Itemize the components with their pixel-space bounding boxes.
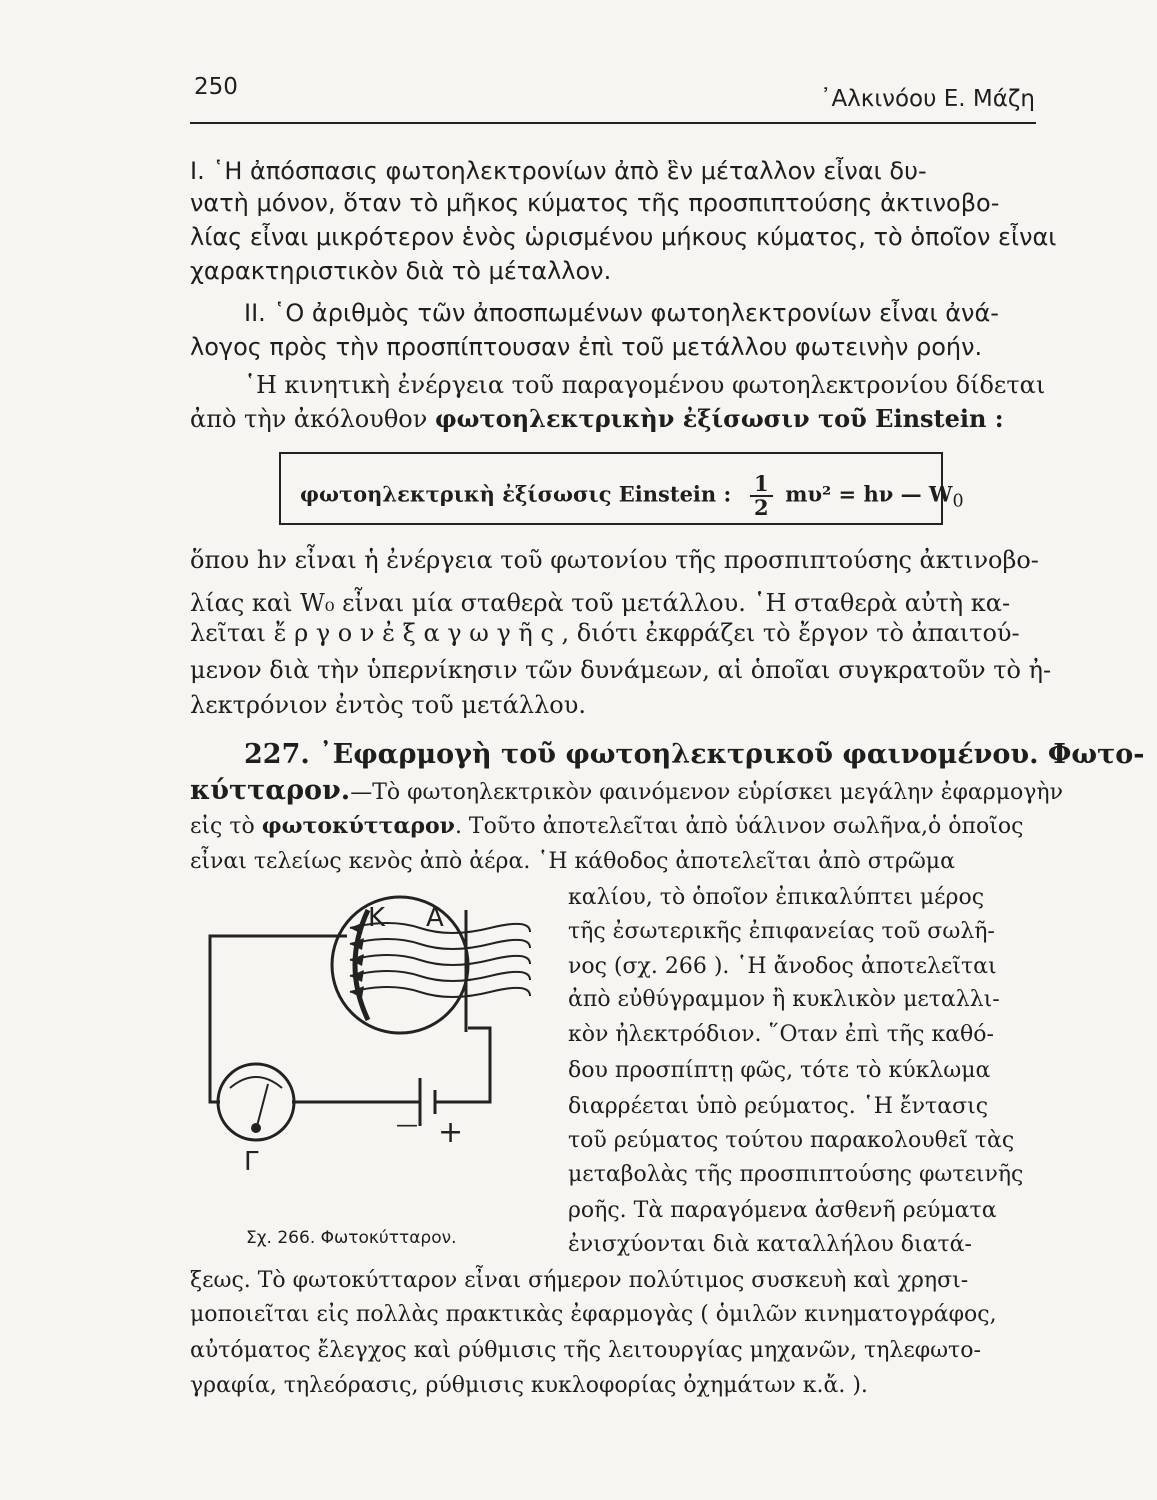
circuit-wire-right xyxy=(448,1028,490,1102)
header-rule xyxy=(190,122,1036,124)
label-anode: A xyxy=(426,903,444,933)
label-galvanometer: Γ xyxy=(244,1147,259,1177)
section-text: εἰς τὸ xyxy=(190,814,262,839)
circuit-wire-left xyxy=(210,936,347,1102)
section-heading-cont: κύτταρον. xyxy=(190,775,351,806)
label-cathode: K xyxy=(368,903,386,933)
battery-minus: — xyxy=(396,1113,418,1138)
para2-line: II. ῾Ο ἀριθμὸς τῶν ἀποσπωμένων φωτοηλεκτρονίων εἶναι ἀνά- xyxy=(244,299,999,327)
para3-line2 xyxy=(190,404,1004,434)
formula-label: φωτοηλεκτρικὴ ἐξίσωσις Einstein : xyxy=(300,481,732,507)
section-line xyxy=(190,776,1063,808)
side-text-line: κὸν ἠλεκτρόδιον. ῞Οταν ἐπὶ τῆς καθό- xyxy=(568,1022,994,1047)
formula-fraction xyxy=(750,473,773,519)
para1-line: I. ῾Η ἀπόσπασις φωτοηλεκτρονίων ἀπὸ ἓν μέταλλον εἶναι δυ- xyxy=(190,157,927,185)
para1-line: νατὴ μόνον, ὅταν τὸ μῆκος κύματος τῆς προσπιπτούσης ἀκτινοβο- xyxy=(190,189,1000,217)
section-heading: 227. ᾿Εφαρμογὴ τοῦ φωτοηλεκτρικοῦ φαινομένου. Φωτο- xyxy=(244,739,1145,770)
fraction-denominator: 2 xyxy=(753,495,769,520)
final-line: γραφία, τηλεόρασις, ρύθμισις κυκλοφορίας ὀχημάτων κ.ἄ. ). xyxy=(190,1373,868,1398)
light-ray xyxy=(350,987,530,997)
fraction-numerator: 1 xyxy=(750,473,773,497)
para4-line: μενον διὰ τὴν ὑπερνίκησιν τῶν δυνάμεων, αἱ ὁποῖαι συγκρατοῦν τὸ ἠ- xyxy=(190,656,1052,684)
final-line: ξεως. Τὸ φωτοκύτταρον εἶναι σήμερον πολύτιμος συσκευὴ καὶ χρησι- xyxy=(190,1268,969,1293)
light-ray xyxy=(350,939,530,949)
side-text-line: δου προσπίπτῃ φῶς, τότε τὸ κύκλωμα xyxy=(568,1058,991,1083)
figure-caption: Σχ. 266. Φωτοκύτταρον. xyxy=(246,1228,457,1248)
side-text-line: καλίου, τὸ ὁποῖον ἐπικαλύπτει μέρος xyxy=(568,885,985,910)
light-ray xyxy=(350,955,530,965)
einstein-formula xyxy=(300,473,964,519)
battery-plus: + xyxy=(438,1115,464,1150)
galvanometer-needle xyxy=(256,1084,268,1130)
section-line xyxy=(190,811,1023,842)
photocell-diagram xyxy=(190,870,550,1230)
section-line: εἶναι τελείως κενὸς ἀπὸ ἀέρα. ῾Η κάθοδος ἀποτελεῖται ἀπὸ στρῶμα xyxy=(190,849,955,874)
para2-line: λογος πρὸς τὴν προσπίπτουσαν ἐπὶ τοῦ μετάλλου φωτεινὴν ροήν. xyxy=(190,333,983,361)
side-text-line: τοῦ ρεύματος τούτου παρακολουθεῖ τὰς xyxy=(568,1128,1015,1153)
side-text-line: διαρρέεται ὑπὸ ρεύματος. ῾Η ἔντασις xyxy=(568,1094,989,1119)
photocell-term: φωτοκύτταρον xyxy=(261,813,455,839)
light-ray xyxy=(350,971,530,981)
formula-rhs: mυ² = hν — W xyxy=(785,481,953,507)
page-number: 250 xyxy=(194,74,238,100)
side-text-line: τῆς ἐσωτερικῆς ἐπιφανείας τοῦ σωλῆ- xyxy=(568,919,995,944)
final-line: αὐτόματος ἔλεγχος καὶ ρύθμισις τῆς λειτουργίας μηχανῶν, τηλεφωτο- xyxy=(190,1338,981,1363)
side-text-line: ροῆς. Τὰ παραγόμενα ἀσθενῆ ρεύματα xyxy=(568,1198,997,1223)
para1-line: λίας εἶναι μικρότερον ἑνὸς ὡρισμένου μήκους κύματος, τὸ ὁποῖον εἶναι xyxy=(190,223,1057,251)
section-text: . Τοῦτο ἀποτελεῖται ἀπὸ ὑάλινον σωλῆνα,ὁ ὁποῖος xyxy=(454,814,1024,839)
para4-line: λεκτρόνιον ἐντὸς τοῦ μετάλλου. xyxy=(190,691,586,719)
side-text-line: ἐνισχύονται διὰ καταλλήλου διατά- xyxy=(568,1232,972,1257)
side-text-line: ἀπὸ εὐθύγραμμον ἢ κυκλικὸν μεταλλι- xyxy=(568,987,1000,1012)
formula-subscript: 0 xyxy=(952,491,964,512)
para4-line: ὅπου hν εἶναι ἡ ἐνέργεια τοῦ φωτονίου τῆς προσπιπτούσης ἀκτινοβο- xyxy=(190,546,1039,574)
final-line: μοποιεῖται εἰς πολλὰς πρακτικὰς ἐφαρμογὰς ( ὁμιλῶν κινηματογράφος, xyxy=(190,1302,997,1327)
para3-line2-text: ἀπὸ τὴν ἀκόλουθον xyxy=(190,405,435,433)
para4-line: λεῖται ἔ ρ γ ο ν ἐ ξ α γ ω γ ῆ ς , διότι ἐκφράζει τὸ ἔργον τὸ ἀπαιτού- xyxy=(190,619,1020,647)
side-text-line: νος (σχ. 266 ). ῾Η ἄνοδος ἀποτελεῖται xyxy=(568,954,997,979)
para1-line: χαρακτηριστικὸν διὰ τὸ μέταλλον. xyxy=(190,257,612,285)
side-text-line: μεταβολὰς τῆς προσπιπτούσης φωτεινῆς xyxy=(568,1162,1024,1187)
para3-line: ῾Η κινητικὴ ἐνέργεια τοῦ παραγομένου φωτοηλεκτρονίου δίδεται xyxy=(244,371,1046,399)
einstein-equation-term: φωτοηλεκτρικὴν ἐξίσωσιν τοῦ Einstein : xyxy=(434,404,1004,433)
section-text: —Τὸ φωτοηλεκτρικὸν φαινόμενον εὑρίσκει μεγάλην ἐφαρμογὴν xyxy=(350,780,1063,805)
para4-line: λίας καὶ W₀ εἶναι μία σταθερὰ τοῦ μετάλλου. ῾Η σταθερὰ αὐτὴ κα- xyxy=(190,589,1011,617)
running-header-author: ᾿Αλκινόου Ε. Μάζη xyxy=(819,86,1035,112)
